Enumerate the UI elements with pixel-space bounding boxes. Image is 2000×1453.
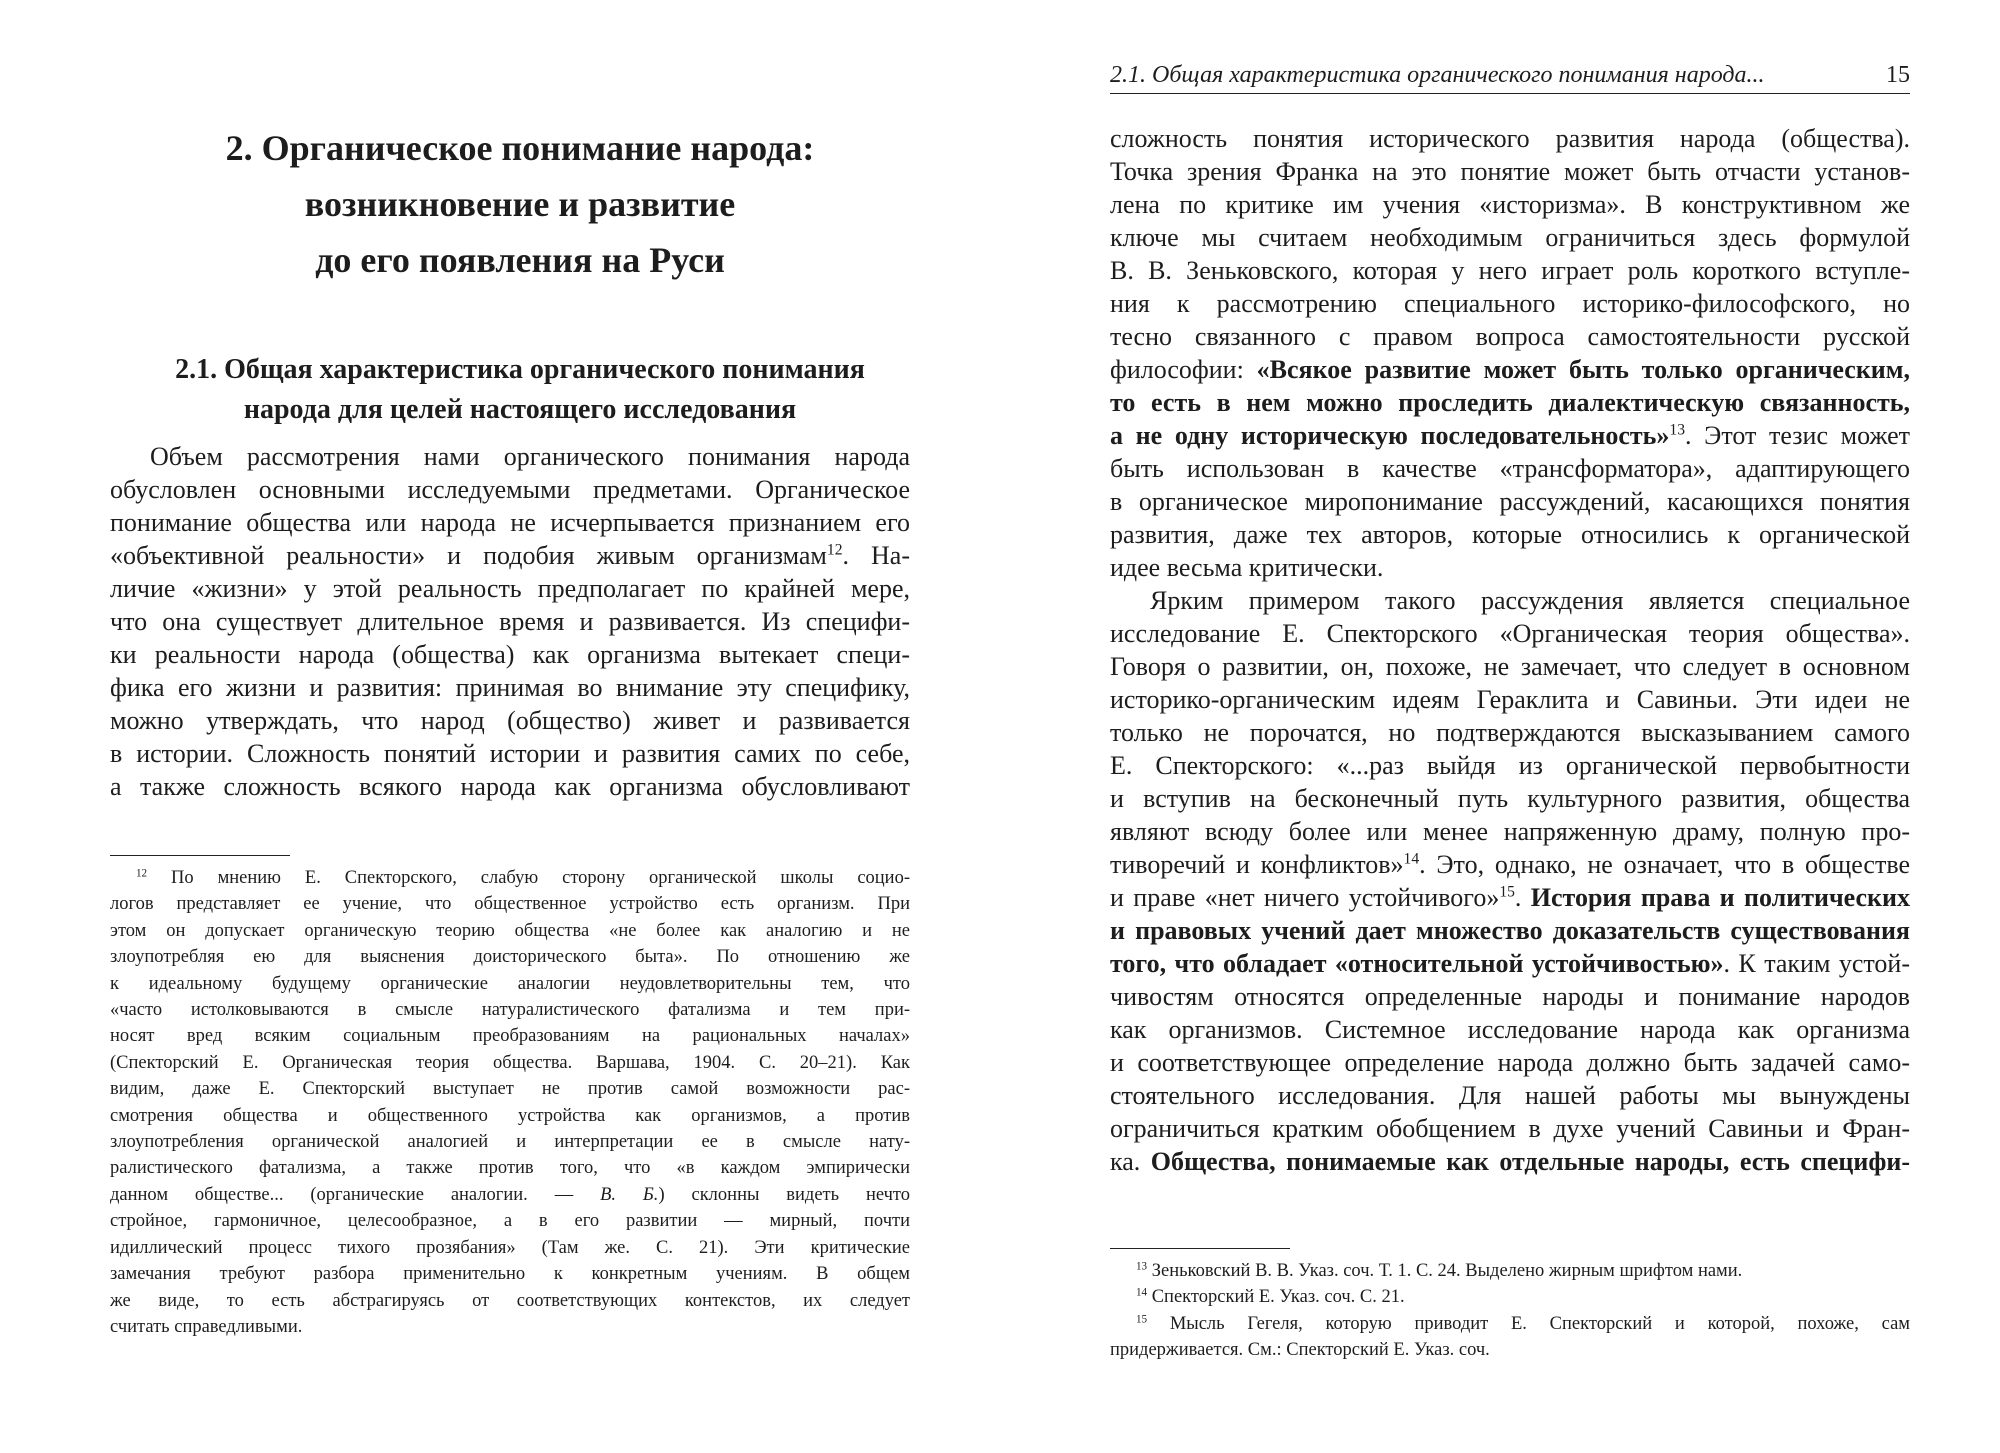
text-line: развития, даже тех авторов, которые относились к органической [1110, 520, 1910, 549]
text-line: и вступив на бесконечный путь культурного развития, общества [1110, 784, 1910, 813]
text-line: тиворечий и конфликтов»$^{14}$. Это, однако, не означает, что в обществе [1110, 850, 1911, 879]
footnote-line: $^{15}$ Мысль Гегеля, которую приводит Е. Спекторский и которой, похоже, сам [1136, 1313, 1910, 1334]
footnote-line: злоупотребления органической аналогией и интерпретации ее в смысле нату- [110, 1132, 910, 1153]
footnote-line: считать справедливыми. [110, 1316, 303, 1337]
chapter-title-line: 2. Органическое понимание народа: [225, 128, 815, 168]
text-line: философии: «Всякое развитие может быть только органическим, [1110, 355, 1910, 384]
text-line: быть использован в качестве «трансформатора», адаптирующего [1110, 454, 1910, 483]
text-line: только не порочатся, но подтверждаются высказыванием самого [1110, 718, 1910, 747]
text-line: того, что обладает «относительной устойчивостью». К таким устой- [1110, 949, 1910, 978]
footnote-ref-15: 15 [1499, 883, 1515, 901]
text-line: идее весьма критически. [1110, 553, 1384, 582]
footnote-line: $^{13}$ Зеньковский В. В. Указ. соч. Т. 1. С. 24. Выделено жирным шрифтом нами. [1136, 1260, 1743, 1281]
footnote-line: ралистического фатализма, а также против того, что «в каждом эмпирически [110, 1158, 910, 1179]
footnote-line: злоупотребляя ею для выяснения доисторического быта». По отношению же [110, 947, 910, 968]
footnote-line: видим, даже Е. Спекторский выступает не против самой возможности рас- [110, 1079, 910, 1100]
text-line: являют всюду более или менее напряженную драму, полную про- [1110, 817, 1910, 846]
footnote-line: $^{12}$ По мнению Е. Спекторского, слабую сторону органической школы социо- [136, 867, 910, 888]
footnotes [1110, 1258, 1910, 1364]
text-line: исследование Е. Спекторского «Органическая теория общества». [1110, 619, 1910, 648]
footnote-line: данном обществе... (органические аналогии. — В. Б.) склонны видеть нечто [110, 1184, 910, 1205]
text-line: фика его жизни и развития: принимая во внимание эту специфику, [110, 673, 910, 702]
footnote-ref-14: 14 [1403, 850, 1420, 868]
footnote-ref-13: 13 [1669, 421, 1685, 439]
text-line: а также сложность всякого народа как организма обусловливают [110, 772, 910, 801]
header-divider [1110, 93, 1910, 94]
page-number: 15 [1886, 62, 1910, 88]
text-line: обусловлен основными исследуемыми предметами. Органическое [110, 475, 910, 504]
footnote-mark-13: 13 [1136, 1260, 1148, 1273]
footnote-mark-14: 14 [1136, 1286, 1148, 1299]
text-line: в органическое миропонимание рассуждений, касающихся понятия [1110, 487, 1910, 516]
footnote-line: логов представляет ее учение, что общественное устройство есть организм. При [110, 894, 910, 915]
section-title-line: народа для целей настоящего исследования [243, 394, 797, 425]
footnote-line: стройное, гармоничное, целесообразное, а в его развитии — мирный, почти [110, 1211, 910, 1232]
footnote-divider [1110, 1248, 1290, 1249]
footnote-mark-12: 12 [136, 867, 148, 880]
chapter-title-line: возникновение и развитие [304, 184, 736, 224]
body-text [1110, 122, 1910, 1178]
footnote-line: идиллический процесс тихого прозябания» (Там же. С. 21). Эти критические [110, 1237, 910, 1258]
text-line: понимание общества или народа не исчерпывается признанием его [110, 508, 910, 537]
footnote-line: носят вред всяким социальным преобразованиям на рациональных началах» [110, 1026, 910, 1047]
section-title [110, 350, 930, 430]
text-line: в истории. Сложность понятий истории и развития самих по себе, [110, 739, 910, 768]
text-line: ключе мы считаем необходимым ограничиться здесь формулой [1110, 223, 1910, 252]
text-line: то есть в нем можно проследить диалектическую связанность, [1110, 388, 1910, 417]
text-line: что она существует длительное время и развивается. Из специфи- [110, 607, 910, 636]
footnote-line: $^{14}$ Спекторский Е. Указ. соч. С. 21. [1136, 1286, 1405, 1308]
footnote-line: придерживается. См.: Спекторский Е. Указ. соч. [1110, 1340, 1490, 1361]
text-line: лена по критике им учения «историзма». В конструктивном же [1110, 190, 1910, 219]
text-line: ка. Общества, понимаемые как отдельные народы, есть специфи- [1110, 1147, 1910, 1176]
text-line: В. В. Зеньковского, которая у него играет роль короткого вступле- [1110, 256, 1910, 285]
text-line: историко-органическим идеям Гераклита и Савиньи. Эти идеи не [1110, 685, 1910, 714]
text-line: Ярким примером такого рассуждения является специальное [1150, 586, 1910, 615]
footnote-ref-12: 12 [826, 541, 843, 559]
text-line: сложность понятия исторического развития народа (общества). [1110, 124, 1910, 153]
footnote-line: же виде, то есть абстрагируясь от соответствующих контекстов, их следует [110, 1290, 910, 1311]
running-head-title: 2.1. Общая характеристика органического понимания народа... [1110, 62, 1765, 88]
text-line: ограничиться кратким обобщением в духе учений Савиньи и Фран- [1110, 1114, 1910, 1143]
footnote-divider [110, 855, 290, 856]
text-line: Точка зрения Франка на это понятие может быть отчасти установ- [1110, 157, 1910, 186]
text-line: тесно связанного с правом вопроса самостоятельности русской [1110, 322, 1910, 351]
footnote-line: замечания требуют разбора применительно к конкретным учениям. В общем [110, 1264, 910, 1285]
text-line: личие «жизни» у этой реальность предполагает по крайней мере, [110, 574, 910, 603]
footnote-line: (Спекторский Е. Органическая теория общества. Варшава, 1904. С. 20–21). Как [110, 1052, 910, 1073]
text-line: и правовых учений дает множество доказательств существования [1110, 916, 1910, 945]
text-line: и соответствующее определение народа должно быть задачей само- [1110, 1048, 1910, 1077]
text-line: Е. Спекторского: «...раз выйдя из органической первобытности [1110, 751, 1910, 780]
text-line: и праве «нет ничего устойчивого»$^{15}$. История права и политических [1110, 883, 1910, 912]
text-line: можно утверждать, что народ (общество) живет и развивается [110, 706, 910, 735]
section-title-line: 2.1. Общая характеристика органического понимания [175, 354, 865, 385]
text-line: Объем рассмотрения нами органического понимания народа [150, 442, 910, 471]
footnote-line: к идеальному будущему органические аналогии неудовлетворительны тем, что [110, 973, 910, 994]
footnote-line: смотрения общества и общественного устройства как организмов, а против [110, 1105, 910, 1126]
footnote-line: «часто истолковываются в смысле натуралистического фатализма и тем при- [110, 1000, 910, 1021]
text-line: ки реальности народа (общества) как организма вытекает специ- [110, 640, 910, 669]
body-text [110, 440, 910, 803]
footnotes [110, 865, 910, 1340]
text-line: чивостям относятся определенные народы и понимание народов [1110, 982, 1910, 1011]
text-line: а не одну историческую последовательность»$^{13}$. Этот тезис может [1110, 421, 1910, 450]
text-line: Говоря о развитии, он, похоже, не замечает, что следует в основном [1110, 652, 1910, 681]
text-line: как организмов. Системное исследование народа как организма [1110, 1015, 1910, 1044]
chapter-title [130, 120, 910, 288]
text-line: ния к рассмотрению специального историко-философского, но [1110, 289, 1910, 318]
chapter-title-line: до его появления на Руси [315, 240, 725, 280]
text-line: стоятельного исследования. Для нашей работы мы вынуждены [1110, 1081, 1910, 1110]
footnote-line: этом он допускает органическую теорию общества «не более как аналогию и не [110, 920, 910, 941]
footnote-mark-15: 15 [1136, 1313, 1148, 1326]
text-line: «объективной реальности» и подобия живым организмам$^{12}$. На- [110, 541, 910, 570]
right-page [1000, 0, 2000, 1453]
